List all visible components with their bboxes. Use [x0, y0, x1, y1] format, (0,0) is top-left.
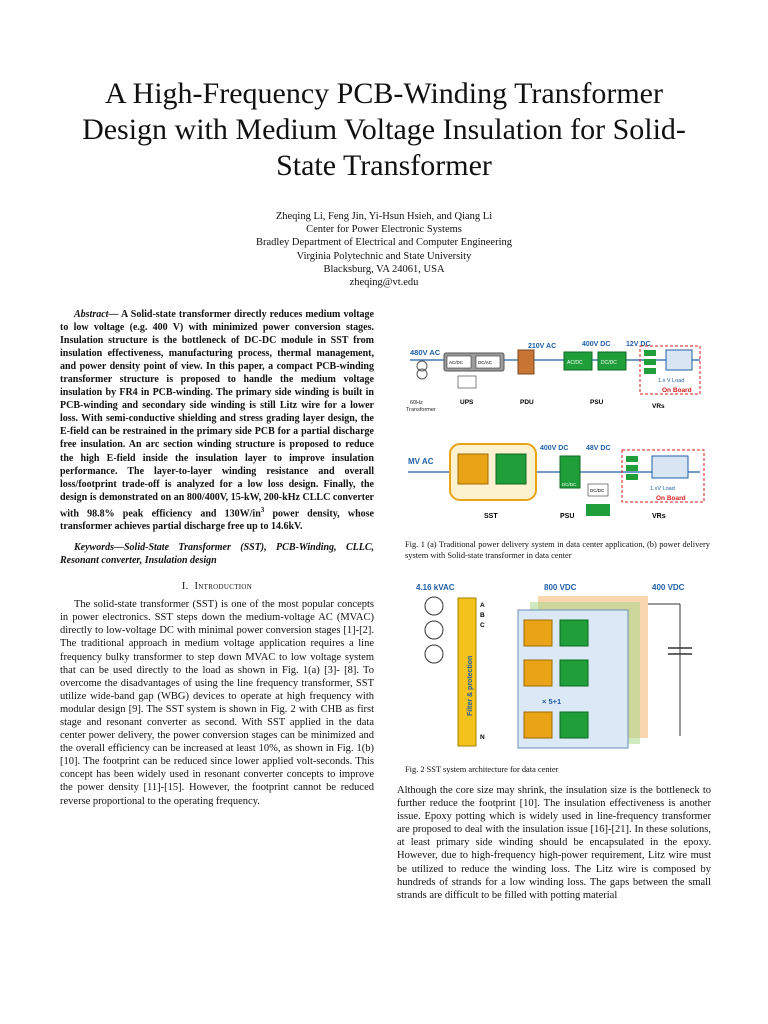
author-email: zheqing@vt.edu	[349, 277, 419, 289]
fig1b-sst-label: SST	[484, 513, 498, 520]
title-line: A High-Frequency PCB-Winding Transformer	[105, 77, 663, 110]
fig2-phase-a: A	[480, 602, 485, 609]
fig2-module-stage2	[560, 712, 588, 738]
fig1b-processor-icon	[652, 456, 688, 478]
fig1a-ups-label: UPS	[460, 399, 474, 406]
fig1b-sst-stage2	[496, 454, 526, 484]
fig2-modules-label: × 5+1	[542, 697, 562, 706]
fig1b-sst-stage1	[458, 454, 488, 484]
fig1a-pdu-label: PDU	[520, 399, 534, 406]
fig1a-onboard-label: On Board	[662, 387, 692, 394]
fig1b-vr-block	[626, 456, 638, 462]
left-column	[60, 308, 374, 808]
fig1b-battery-icon	[586, 504, 610, 516]
intro-paragraph: The solid-state transformer (SST) is one of the most popular concepts in power electronics. SST steps down the medium-voltage AC (MVAC) directly to low-voltage DC with minimal power conversion stages [1]-[2]. The traditional approach in medium voltage application requires a line frequency bulky transformer to step down MVAC to low voltage system that can be used directly to the load as shown in Fig. 1(a) [3]- [8]. To overcome the disadvantages of using the line frequency transformer, SST utilize wide-band gap (WBG) devices to operate at high frequency with modular design [9]. The SST system is shown in Fig. 2 with CHB as first stage and resonant converter as second. With SST applied in the data center power delivery, the power conversion stages can be minimized and the overall efficiency can be increased at least 10%, as shown in Fig. 1(b) [10]. The footprint can be reduced since lower applied volt-seconds. This concept has been widely used in resonant converter concepts to improve the power density [11]-[15]. However, the footprint cannot be reduced reverse proportional to the operating frequency.	[60, 599, 374, 807]
fig1b-vrs-label: VRs	[652, 513, 666, 520]
fig2-source-c	[425, 645, 443, 663]
fig1a-transformer-label: 60Hz Transformer	[406, 400, 436, 413]
fig1a-dcac-text: DC/AC	[478, 360, 493, 365]
fig1a-psu-dcdc-text: DC/DC	[601, 360, 617, 366]
fig1a-vr-block	[644, 359, 656, 365]
author-center: Center for Power Electronic Systems	[306, 224, 462, 236]
title-line: State Transformer	[276, 149, 492, 182]
fig2-source-b	[425, 621, 443, 639]
fig2-module-stage2	[560, 620, 588, 646]
fig1a-psu-label: PSU	[590, 399, 604, 406]
abstract-text-end: power density, whose transformer achieves partial discharge free up to 14.6kV.	[60, 508, 374, 533]
fig1b-psu-dcdc-text: DC/DC	[562, 482, 577, 487]
abstract	[60, 308, 374, 533]
fig2-phase-n: N	[480, 734, 485, 741]
fig1b-mvac-label: MV AC	[408, 457, 434, 466]
fig1a-acdc-text: AC/DC	[449, 360, 464, 365]
author-university: Virginia Polytechnic and State University	[296, 250, 472, 262]
fig2-filter-label: Filter & protection	[467, 655, 474, 716]
fig2-module-stage1	[524, 712, 552, 738]
fig1a-vr-block	[644, 350, 656, 356]
author-city: Blacksburg, VA 24061, USA	[323, 263, 445, 275]
abstract-superscript: 3	[260, 505, 265, 514]
title-line: Design with Medium Voltage Insulation for Solid-	[82, 113, 686, 146]
fig2-module-stage1	[524, 620, 552, 646]
paper-title	[60, 76, 708, 184]
fig2-module-stage1	[524, 660, 552, 686]
fig2-800vdc-label: 800 VDC	[544, 583, 577, 592]
section-title: Introduction	[194, 581, 253, 593]
fig2-module-stage2	[560, 660, 588, 686]
fig2-source-a	[425, 597, 443, 615]
fig1a-12vdc-label: 12V DC	[626, 341, 651, 348]
fig2-phase-c: C	[480, 622, 485, 629]
fig1a-210vac-label: 210V AC	[528, 343, 557, 350]
fig1a-processor-icon	[666, 350, 692, 370]
section-number: I.	[181, 581, 189, 593]
fig1a-psu-acdc-text: AC/DC	[567, 360, 583, 366]
fig1b-48vdc-label: 48V DC	[586, 445, 611, 452]
fig1a-vr-block	[644, 368, 656, 374]
figure-2	[400, 576, 710, 752]
fig1a-battery-icon	[458, 376, 476, 388]
fig1a-vrs-label: VRs	[652, 403, 665, 410]
fig1b-dcdc-text: DC/DC	[590, 488, 605, 493]
author-department: Bradley Department of Electrical and Computer Engineering	[256, 237, 512, 249]
fig2-400vdc-label: 400 VDC	[652, 583, 685, 592]
fig1a-400vdc-label: 400V DC	[582, 341, 611, 348]
fig1a-load-label: 1.x V Load	[658, 378, 685, 384]
abstract-label: Abstract—	[74, 309, 119, 320]
fig2-phase-b: B	[480, 612, 485, 619]
fig1a-480vac-label: 480V AC	[410, 348, 441, 357]
fig1a-pdu-transformer	[518, 350, 534, 374]
abstract-text: A Solid-state transformer directly reduces medium voltage to low voltage (e.g. 400 V) with minimized power conversion stages. Insulation structure is the bottleneck of DC-DC module in SST from insulation effectiveness, manufacturing process, thermal management, and power density point of view. In this paper, a compact PCB-winding transformer structure is proposed to handle the medium voltage insulation by FR4 in PCB-winding. The primary side winding is built in PCB-winding and secondary side winding is still Litz wire for a lower loss. With semi-conductive shielding and stress grading layer design, the E-field can be restrained in the primary side PCB for a partial discharge free insulation. An arc section winding structure is proposed to reduce the high E-field inside the insulation layer to improve insulation performance. The layer-to-layer winding resistance and overall loss/footprint trade-off is analyzed for a low loss design. Finally, the design is demonstrated on an 800/400V, 15-kW, 200-kHz CLLC converter with 98.8% peak efficiency and 130W/in	[60, 309, 374, 520]
right-column-paragraph: Although the core size may shrink, the insulation size is the bottleneck to further reduce the footprint [10]. The insulation effectiveness is another issue. Epoxy potting which is widely used in line-frequency transformer are proposed to deal with the insulation issue [16]-[21]. In these solutions, at least primary side winding should be encapsulated in the epoxy. However, due to high-frequency high-power requirement, Litz wire must be utilized to reduce the winding loss. The Litz wire is composed by hundreds of strands for a low winding loss. The gaps between the small strands are difficult to be filled with potting material	[397, 785, 711, 901]
section-heading	[60, 581, 374, 592]
fig1b-vr-block	[626, 474, 638, 480]
fig1b-onboard-label: On Board	[656, 495, 686, 502]
fig1b-400vdc-label: 400V DC	[540, 445, 569, 452]
figure-1-diagram	[400, 332, 710, 538]
fig1b-vr-block	[626, 465, 638, 471]
figure-1	[400, 332, 710, 538]
figure-1-caption: Fig. 1 (a) Traditional power delivery system in data center application, (b) power delivery system with Solid-state transformer in data center	[405, 540, 710, 560]
figure-2-caption: Fig. 2 SST system architecture for data center	[405, 765, 559, 774]
author-block	[160, 210, 608, 289]
figure-2-diagram	[400, 576, 710, 752]
fig1b-psu-label: PSU	[560, 513, 575, 520]
fig2-kvac-label: 4.16 kVAC	[416, 583, 455, 592]
keywords: Keywords—Solid-State Transformer (SST), PCB-Winding, CLLC, Resonant converter, Insulation design	[60, 542, 374, 567]
author-names: Zheqing Li, Feng Jin, Yi-Hsun Hsieh, and Qiang Li	[275, 211, 493, 222]
fig1b-load-label: 1.xV Load	[650, 486, 675, 492]
